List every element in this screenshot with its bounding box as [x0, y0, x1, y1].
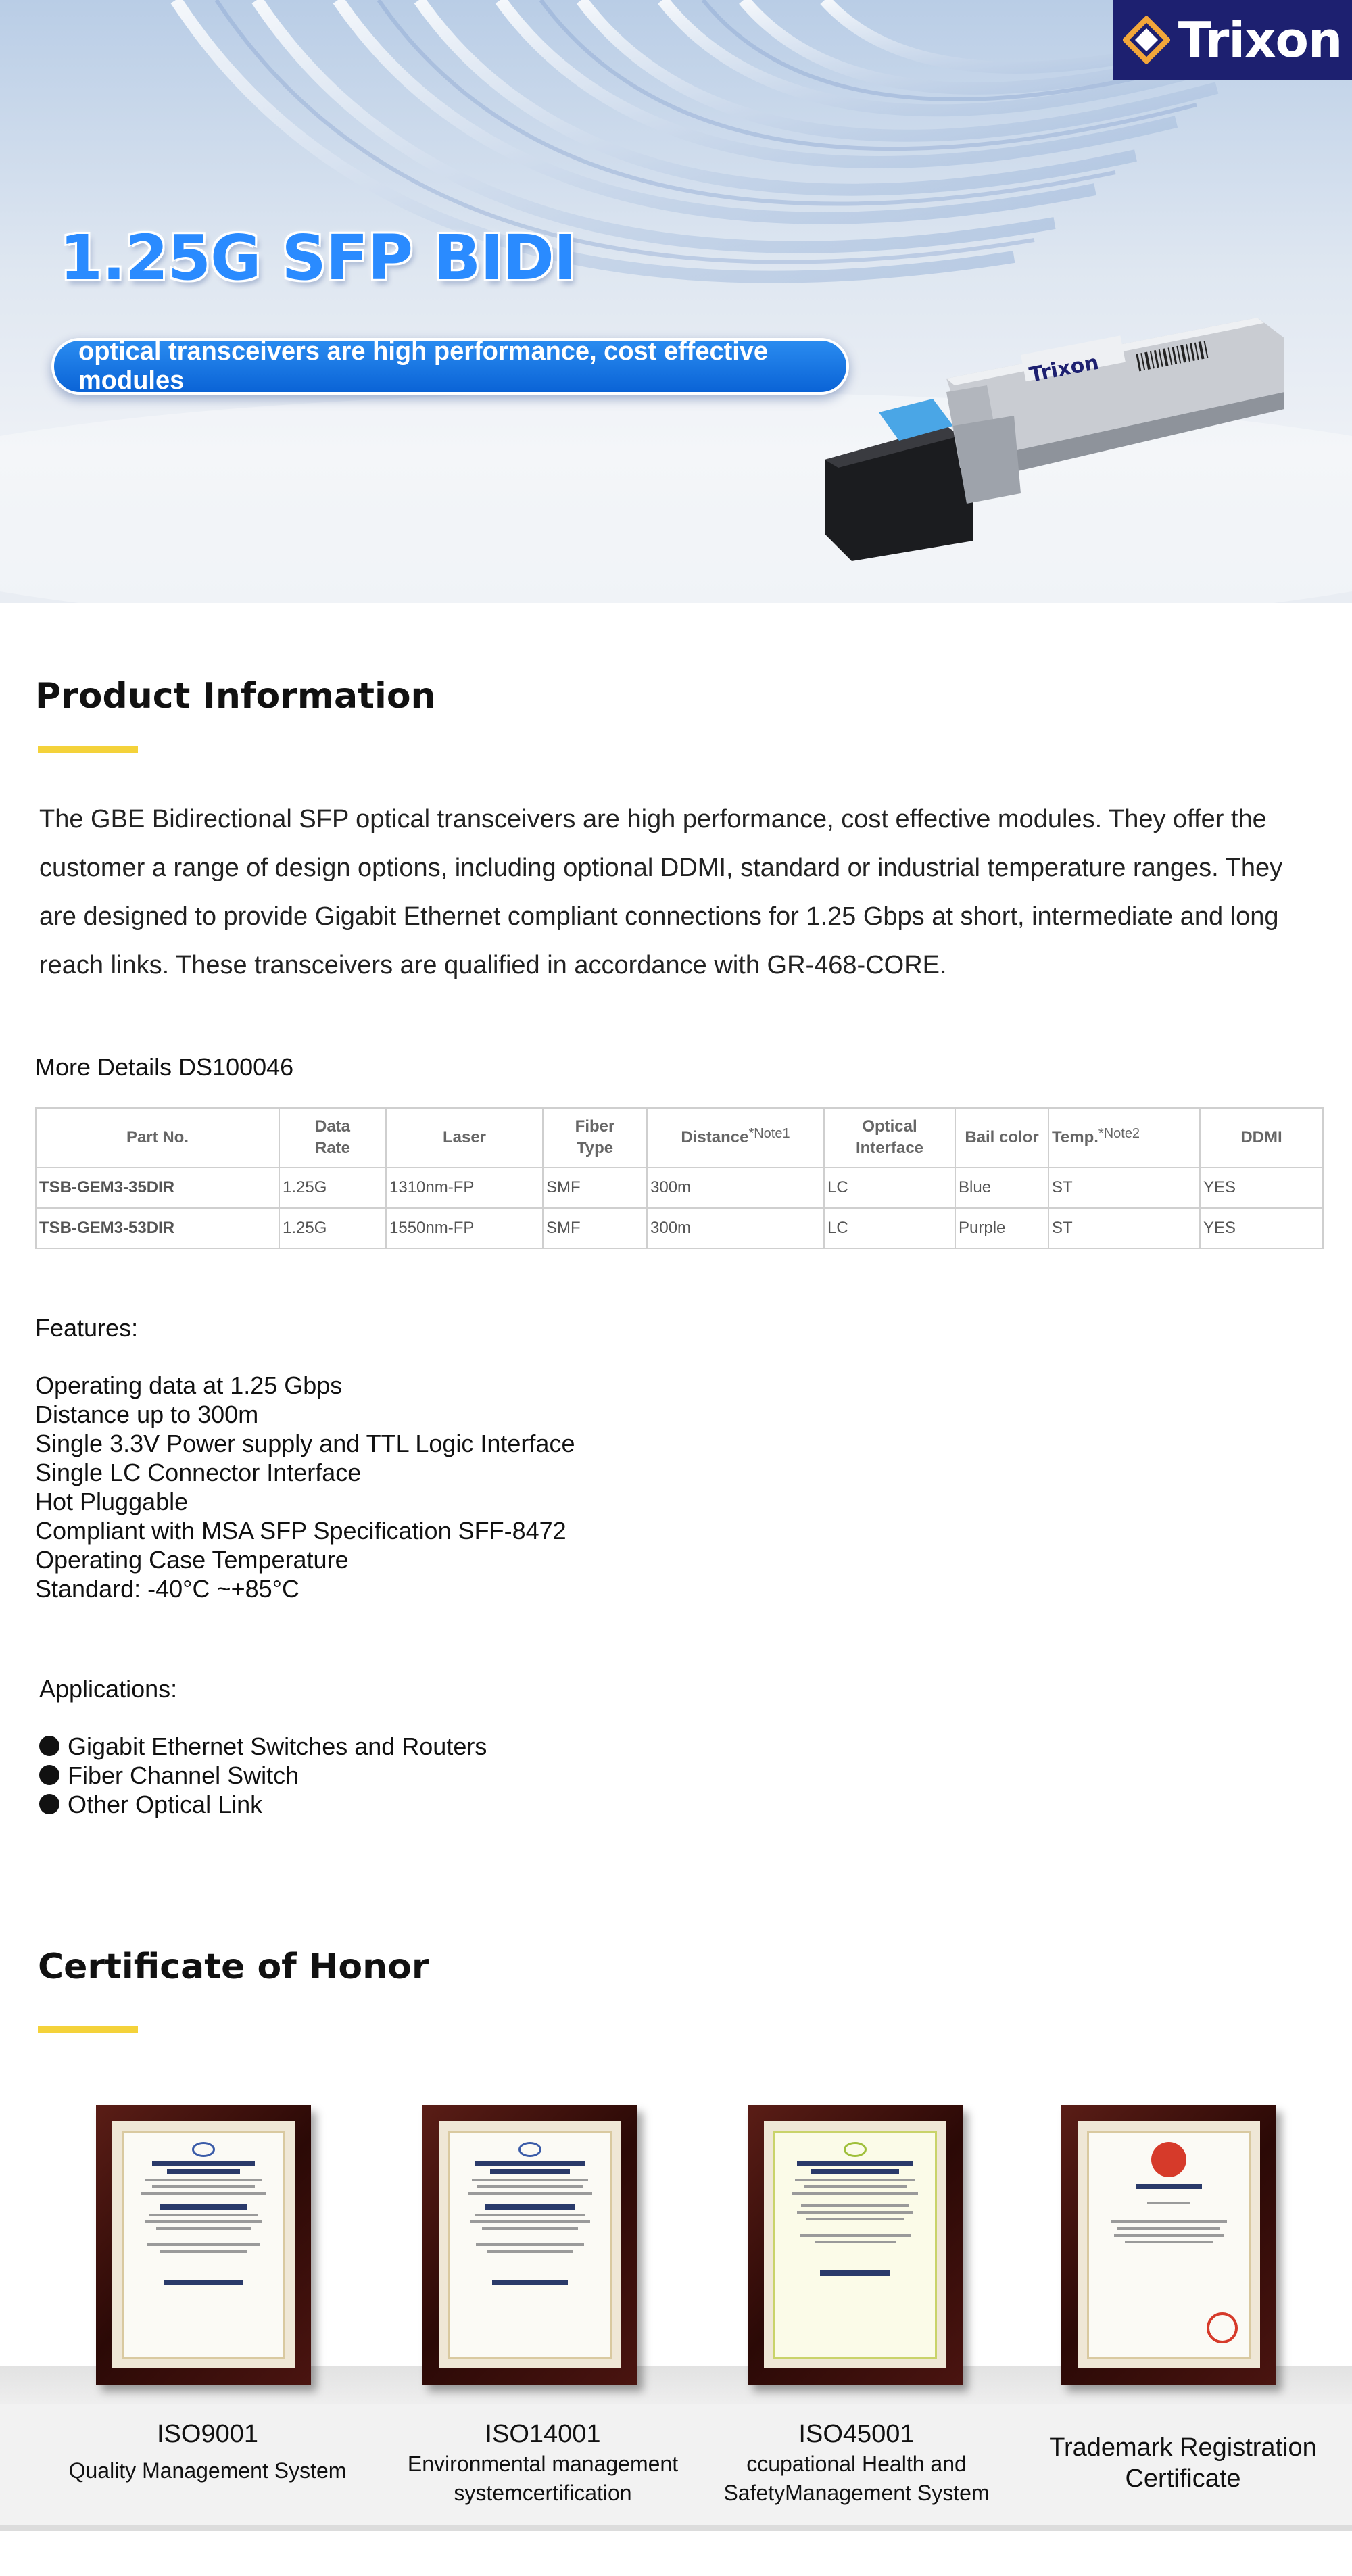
cell-temp: ST — [1048, 1167, 1200, 1208]
list-item: Compliant with MSA SFP Specification SFF-8472 — [35, 1517, 566, 1545]
cell-optical-interface: LC — [824, 1167, 955, 1208]
cell-distance: 300m — [647, 1167, 824, 1208]
cell-ddmi: YES — [1200, 1167, 1323, 1208]
more-details-link[interactable]: More Details DS100046 — [35, 1053, 294, 1081]
col-data-rate: Data Rate — [279, 1108, 386, 1167]
product-information-heading: Product Information — [35, 676, 436, 716]
cell-bail-color: Blue — [955, 1167, 1048, 1208]
list-item: Operating data at 1.25 Gbps — [35, 1371, 343, 1399]
certificate-image-trademark — [1061, 2105, 1276, 2385]
cell-bail-color: Purple — [955, 1208, 1048, 1248]
certificate-caption-iso14001: ISO14001 Environmental management systemcertification — [407, 2420, 679, 2505]
certificate-heading: Certificate of Honor — [38, 1947, 429, 1987]
list-item: Single LC Connector Interface — [35, 1459, 362, 1486]
applications-list — [39, 1732, 487, 1819]
features-heading: Features: — [35, 1314, 139, 1342]
bullet-icon — [39, 1736, 59, 1756]
certificate-image-iso45001 — [748, 2105, 963, 2385]
brand-logo[interactable] — [1113, 0, 1352, 80]
product-description: The GBE Bidirectional SFP optical transceivers are high performance, cost effective modules. They offer the customer a range of design options, including optional DDMI, standard or industrial temperature ranges. They are designed to provide Gigabit Ethernet compliant connections for 1.25 Gbps at short, intermediate and long reach links. These transceivers are qualified in accordance with GR-468-CORE. — [39, 805, 1283, 979]
applications-heading: Applications: — [39, 1675, 178, 1703]
sfp-module-image — [798, 291, 1284, 561]
cell-fiber-type: SMF — [543, 1167, 647, 1208]
col-laser: Laser — [386, 1108, 543, 1167]
list-item: Single 3.3V Power supply and TTL Logic Interface — [35, 1430, 575, 1457]
heading-underline — [38, 2026, 138, 2033]
cell-ddmi: YES — [1200, 1208, 1323, 1248]
cell-laser: 1550nm-FP — [386, 1208, 543, 1248]
brand-name: Trixon — [1178, 11, 1343, 68]
cell-data-rate: 1.25G — [279, 1208, 386, 1248]
certificate-image-iso14001 — [422, 2105, 637, 2385]
cell-data-rate: 1.25G — [279, 1167, 386, 1208]
col-distance: Distance$^{*Note1}$ — [647, 1108, 824, 1167]
cell-part-no: TSB-GEM3-35DIR — [36, 1167, 279, 1208]
certificate-image-iso9001 — [96, 2105, 311, 2385]
cell-laser: 1310nm-FP — [386, 1167, 543, 1208]
heading-underline — [38, 746, 138, 753]
list-item: Standard: -40°C ~+85°C — [35, 1575, 300, 1603]
hero-banner — [0, 0, 1352, 603]
list-item: Gigabit Ethernet Switches and Routers — [39, 1732, 487, 1761]
col-fiber-type: Fiber Type — [543, 1108, 647, 1167]
list-item: Other Optical Link — [39, 1790, 487, 1819]
bullet-icon — [39, 1765, 59, 1785]
list-item: Fiber Channel Switch — [39, 1761, 487, 1790]
table-header-row — [36, 1108, 1323, 1167]
bullet-icon — [39, 1794, 59, 1814]
certificate-caption-iso9001: ISO9001 Quality Management System — [68, 2420, 347, 2483]
table-row — [36, 1167, 1323, 1208]
cell-fiber-type: SMF — [543, 1208, 647, 1248]
trixon-logo-icon — [1123, 16, 1170, 64]
list-item: Distance up to 300m — [35, 1401, 259, 1428]
col-bail-color: Bail color — [955, 1108, 1048, 1167]
col-ddmi: DDMI — [1200, 1108, 1323, 1167]
cell-part-no: TSB-GEM3-53DIR — [36, 1208, 279, 1248]
cell-temp: ST — [1048, 1208, 1200, 1248]
col-part-no: Part No. — [36, 1108, 279, 1167]
cell-optical-interface: LC — [824, 1208, 955, 1248]
features-list — [35, 1371, 575, 1603]
spec-table — [35, 1107, 1324, 1249]
list-item: Hot Pluggable — [35, 1488, 189, 1515]
table-row — [36, 1208, 1323, 1248]
list-item: Operating Case Temperature — [35, 1546, 349, 1574]
module-label: Trixon — [1027, 350, 1101, 387]
col-optical-interface: Optical Interface — [824, 1108, 955, 1167]
col-temp: Temp.$^{*Note2}$ — [1048, 1108, 1200, 1167]
cell-distance: 300m — [647, 1208, 824, 1248]
certificate-caption-iso45001: ISO45001 ccupational Health and SafetyManagement System — [723, 2420, 990, 2505]
hero-tagline: optical transceivers are high performance, cost effective modules — [51, 338, 849, 395]
hero-title: 1.25G SFP BIDI — [59, 222, 577, 294]
divider — [0, 2525, 1352, 2531]
certificate-caption-trademark: Trademark Registration Certificate — [1049, 2433, 1317, 2493]
